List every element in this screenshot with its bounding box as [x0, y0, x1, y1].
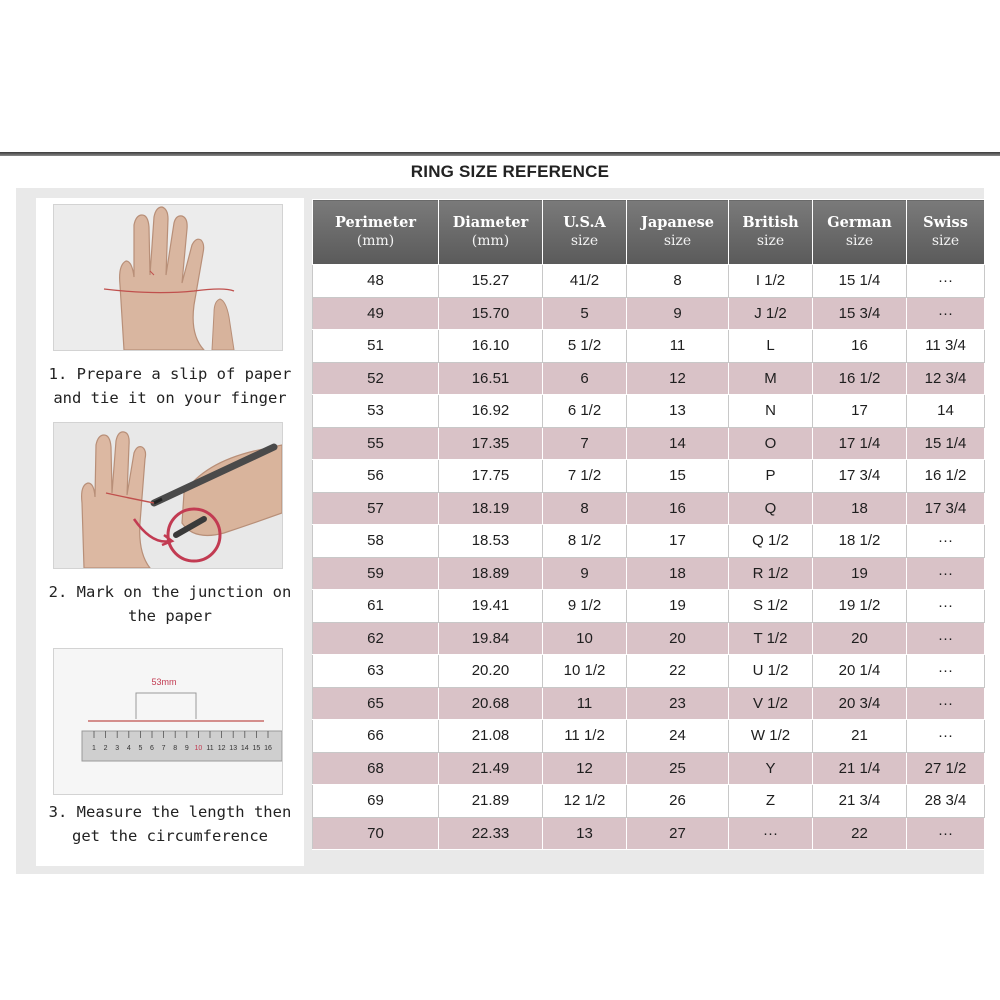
- cell-swiss: ···: [907, 590, 985, 623]
- cell-swiss: ···: [907, 297, 985, 330]
- ruler-tick-label: 1: [92, 745, 96, 752]
- ruler-tick-label: 14: [240, 745, 249, 752]
- cell-german: 15 1/4: [813, 265, 907, 298]
- ruler-tick-label: 10: [194, 745, 203, 752]
- table-row: [313, 622, 985, 655]
- cell-perimeter: 66: [313, 720, 439, 753]
- cell-german: 19: [813, 557, 907, 590]
- cell-swiss: 14: [907, 395, 985, 428]
- ring-size-table: [312, 199, 985, 850]
- ruler-tick-label: 6: [150, 745, 154, 752]
- cell-japanese: 16: [627, 492, 729, 525]
- cell-perimeter: 53: [313, 395, 439, 428]
- cell-diameter: 19.41: [439, 590, 543, 623]
- cell-japanese: 11: [627, 330, 729, 363]
- hand-marking-with-pen-image: [53, 422, 283, 569]
- cell-diameter: 16.92: [439, 395, 543, 428]
- cell-british: N: [729, 395, 813, 428]
- cell-perimeter: 52: [313, 362, 439, 395]
- cell-perimeter: 58: [313, 525, 439, 558]
- table-row: [313, 395, 985, 428]
- cell-diameter: 20.20: [439, 655, 543, 688]
- ruler-tick-label: 8: [173, 745, 178, 752]
- column-header-name: British: [742, 214, 799, 231]
- step-3-line-2: get the circumference: [72, 827, 268, 845]
- column-header-usa: [543, 200, 627, 265]
- cell-british: T 1/2: [729, 622, 813, 655]
- column-header-unit: size: [845, 233, 874, 249]
- table-row: [313, 492, 985, 525]
- cell-perimeter: 69: [313, 785, 439, 818]
- cell-british: P: [729, 460, 813, 493]
- cell-usa: 41/2: [543, 265, 627, 298]
- cell-japanese: 13: [627, 395, 729, 428]
- cell-diameter: 21.89: [439, 785, 543, 818]
- table-row: [313, 525, 985, 558]
- ruler-tick-label: 12: [217, 745, 226, 752]
- table-row: [313, 265, 985, 298]
- cell-usa: 11 1/2: [543, 720, 627, 753]
- column-header-unit: size: [931, 233, 960, 249]
- cell-usa: 6 1/2: [543, 395, 627, 428]
- column-header-german: [813, 200, 907, 265]
- ruler-tick-label: 4: [126, 745, 131, 752]
- cell-british: ···: [729, 817, 813, 850]
- cell-usa: 5 1/2: [543, 330, 627, 363]
- cell-usa: 8: [543, 492, 627, 525]
- cell-swiss: 11 3/4: [907, 330, 985, 363]
- column-header-name: Swiss: [923, 214, 968, 231]
- ruler-tick-label: 11: [206, 745, 214, 752]
- cell-diameter: 16.10: [439, 330, 543, 363]
- cell-diameter: 16.51: [439, 362, 543, 395]
- hand-with-paper-strip-image: [53, 204, 283, 351]
- cell-japanese: 19: [627, 590, 729, 623]
- ruler-tick-label: 15: [252, 745, 261, 752]
- cell-diameter: 21.49: [439, 752, 543, 785]
- cell-swiss: 15 1/4: [907, 427, 985, 460]
- column-header-name: Diameter: [452, 214, 529, 231]
- cell-german: 17 1/4: [813, 427, 907, 460]
- column-header-diameter: [439, 200, 543, 265]
- cell-german: 20 3/4: [813, 687, 907, 720]
- step-2-line-1: 2. Mark on the junction on: [48, 583, 292, 601]
- cell-perimeter: 65: [313, 687, 439, 720]
- cell-british: Q: [729, 492, 813, 525]
- cell-usa: 9: [543, 557, 627, 590]
- cell-perimeter: 51: [313, 330, 439, 363]
- column-header-name: U.S.A: [563, 214, 606, 231]
- cell-british: S 1/2: [729, 590, 813, 623]
- step-2-line-2: the paper: [128, 607, 212, 625]
- column-header-unit: size: [570, 233, 599, 249]
- table-row: [313, 655, 985, 688]
- column-header-unit: (mm): [356, 233, 395, 249]
- cell-perimeter: 68: [313, 752, 439, 785]
- column-header-name: Perimeter: [334, 214, 417, 231]
- step-1-line-2: and tie it on your finger: [53, 389, 287, 407]
- cell-swiss: 28 3/4: [907, 785, 985, 818]
- cell-usa: 11: [543, 687, 627, 720]
- cell-british: Y: [729, 752, 813, 785]
- table-row: [313, 785, 985, 818]
- cell-swiss: ···: [907, 655, 985, 688]
- cell-usa: 9 1/2: [543, 590, 627, 623]
- top-divider: [0, 152, 1000, 156]
- cell-german: 17 3/4: [813, 460, 907, 493]
- cell-swiss: 12 3/4: [907, 362, 985, 395]
- table-row: [313, 687, 985, 720]
- table-row: [313, 590, 985, 623]
- cell-german: 19 1/2: [813, 590, 907, 623]
- column-header-japanese: [627, 200, 729, 265]
- cell-japanese: 18: [627, 557, 729, 590]
- table-body: [313, 265, 985, 850]
- cell-british: Q 1/2: [729, 525, 813, 558]
- step-1-caption: [40, 362, 300, 410]
- cell-british: W 1/2: [729, 720, 813, 753]
- table-row: [313, 460, 985, 493]
- cell-swiss: ···: [907, 557, 985, 590]
- cell-german: 18: [813, 492, 907, 525]
- cell-german: 16: [813, 330, 907, 363]
- column-header-name: German: [827, 214, 892, 231]
- cell-japanese: 9: [627, 297, 729, 330]
- cell-japanese: 26: [627, 785, 729, 818]
- cell-diameter: 17.75: [439, 460, 543, 493]
- cell-swiss: ···: [907, 265, 985, 298]
- ruler-label: 53mm: [151, 677, 177, 687]
- cell-perimeter: 49: [313, 297, 439, 330]
- cell-german: 20 1/4: [813, 655, 907, 688]
- column-header-swiss: [907, 200, 985, 265]
- cell-diameter: 20.68: [439, 687, 543, 720]
- step-3-line-1: 3. Measure the length then: [48, 803, 292, 821]
- cell-japanese: 15: [627, 460, 729, 493]
- cell-usa: 10 1/2: [543, 655, 627, 688]
- table-row: [313, 817, 985, 850]
- cell-usa: 12: [543, 752, 627, 785]
- table-row: [313, 427, 985, 460]
- cell-usa: 7 1/2: [543, 460, 627, 493]
- hand-with-paper-strip-illustration: [54, 205, 282, 350]
- ruler-tick-label: 9: [184, 745, 189, 752]
- cell-british: U 1/2: [729, 655, 813, 688]
- table-row: [313, 752, 985, 785]
- cell-diameter: 15.27: [439, 265, 543, 298]
- column-header-perimeter: [313, 200, 439, 265]
- page-title: RING SIZE REFERENCE: [410, 162, 610, 181]
- cell-swiss: 17 3/4: [907, 492, 985, 525]
- cell-british: L: [729, 330, 813, 363]
- cell-german: 20: [813, 622, 907, 655]
- cell-german: 17: [813, 395, 907, 428]
- cell-perimeter: 63: [313, 655, 439, 688]
- cell-diameter: 21.08: [439, 720, 543, 753]
- column-header-unit: (mm): [471, 233, 510, 249]
- step-1-line-1: 1. Prepare a slip of paper: [48, 365, 292, 383]
- cell-usa: 10: [543, 622, 627, 655]
- cell-diameter: 19.84: [439, 622, 543, 655]
- cell-perimeter: 55: [313, 427, 439, 460]
- table-row: [313, 297, 985, 330]
- cell-diameter: 18.19: [439, 492, 543, 525]
- cell-swiss: 27 1/2: [907, 752, 985, 785]
- cell-swiss: ···: [907, 817, 985, 850]
- column-header-name: Japanese: [641, 214, 714, 231]
- column-header-british: [729, 200, 813, 265]
- cell-perimeter: 48: [313, 265, 439, 298]
- cell-diameter: 22.33: [439, 817, 543, 850]
- cell-perimeter: 61: [313, 590, 439, 623]
- cell-usa: 12 1/2: [543, 785, 627, 818]
- cell-usa: 7: [543, 427, 627, 460]
- cell-swiss: ···: [907, 687, 985, 720]
- table-row: [313, 330, 985, 363]
- ruler-tick-label: 7: [161, 745, 166, 752]
- ruler-tick-label: 13: [229, 745, 238, 752]
- cell-perimeter: 56: [313, 460, 439, 493]
- cell-usa: 8 1/2: [543, 525, 627, 558]
- table-row: [313, 362, 985, 395]
- ruler-measurement-image: [53, 648, 283, 795]
- cell-japanese: 17: [627, 525, 729, 558]
- step-2-caption: [40, 580, 300, 628]
- cell-japanese: 22: [627, 655, 729, 688]
- cell-japanese: 24: [627, 720, 729, 753]
- cell-british: Z: [729, 785, 813, 818]
- ruler-illustration: [54, 649, 282, 794]
- cell-british: O: [729, 427, 813, 460]
- cell-japanese: 23: [627, 687, 729, 720]
- cell-japanese: 25: [627, 752, 729, 785]
- cell-japanese: 14: [627, 427, 729, 460]
- cell-usa: 13: [543, 817, 627, 850]
- cell-swiss: ···: [907, 622, 985, 655]
- cell-british: I 1/2: [729, 265, 813, 298]
- ruler-tick-label: 3: [115, 745, 120, 752]
- hand-marking-illustration: [54, 423, 282, 568]
- cell-japanese: 12: [627, 362, 729, 395]
- cell-swiss: 16 1/2: [907, 460, 985, 493]
- cell-perimeter: 57: [313, 492, 439, 525]
- table-row: [313, 720, 985, 753]
- table-row: [313, 557, 985, 590]
- cell-german: 16 1/2: [813, 362, 907, 395]
- cell-british: V 1/2: [729, 687, 813, 720]
- cell-diameter: 15.70: [439, 297, 543, 330]
- ruler-tick-label: 5: [138, 745, 143, 752]
- cell-usa: 5: [543, 297, 627, 330]
- cell-diameter: 18.53: [439, 525, 543, 558]
- cell-german: 21: [813, 720, 907, 753]
- cell-german: 15 3/4: [813, 297, 907, 330]
- step-3-caption: [40, 800, 300, 848]
- cell-german: 18 1/2: [813, 525, 907, 558]
- cell-japanese: 8: [627, 265, 729, 298]
- table-header-row: [313, 200, 985, 265]
- cell-usa: 6: [543, 362, 627, 395]
- column-header-unit: size: [756, 233, 785, 249]
- cell-german: 22: [813, 817, 907, 850]
- cell-japanese: 20: [627, 622, 729, 655]
- cell-swiss: ···: [907, 720, 985, 753]
- cell-perimeter: 59: [313, 557, 439, 590]
- cell-german: 21 3/4: [813, 785, 907, 818]
- cell-perimeter: 70: [313, 817, 439, 850]
- cell-perimeter: 62: [313, 622, 439, 655]
- cell-diameter: 18.89: [439, 557, 543, 590]
- cell-german: 21 1/4: [813, 752, 907, 785]
- ruler-tick-label: 2: [103, 745, 108, 752]
- cell-british: M: [729, 362, 813, 395]
- cell-diameter: 17.35: [439, 427, 543, 460]
- cell-british: R 1/2: [729, 557, 813, 590]
- cell-japanese: 27: [627, 817, 729, 850]
- column-header-unit: size: [663, 233, 692, 249]
- cell-swiss: ···: [907, 525, 985, 558]
- ruler-tick-label: 16: [264, 745, 272, 752]
- cell-british: J 1/2: [729, 297, 813, 330]
